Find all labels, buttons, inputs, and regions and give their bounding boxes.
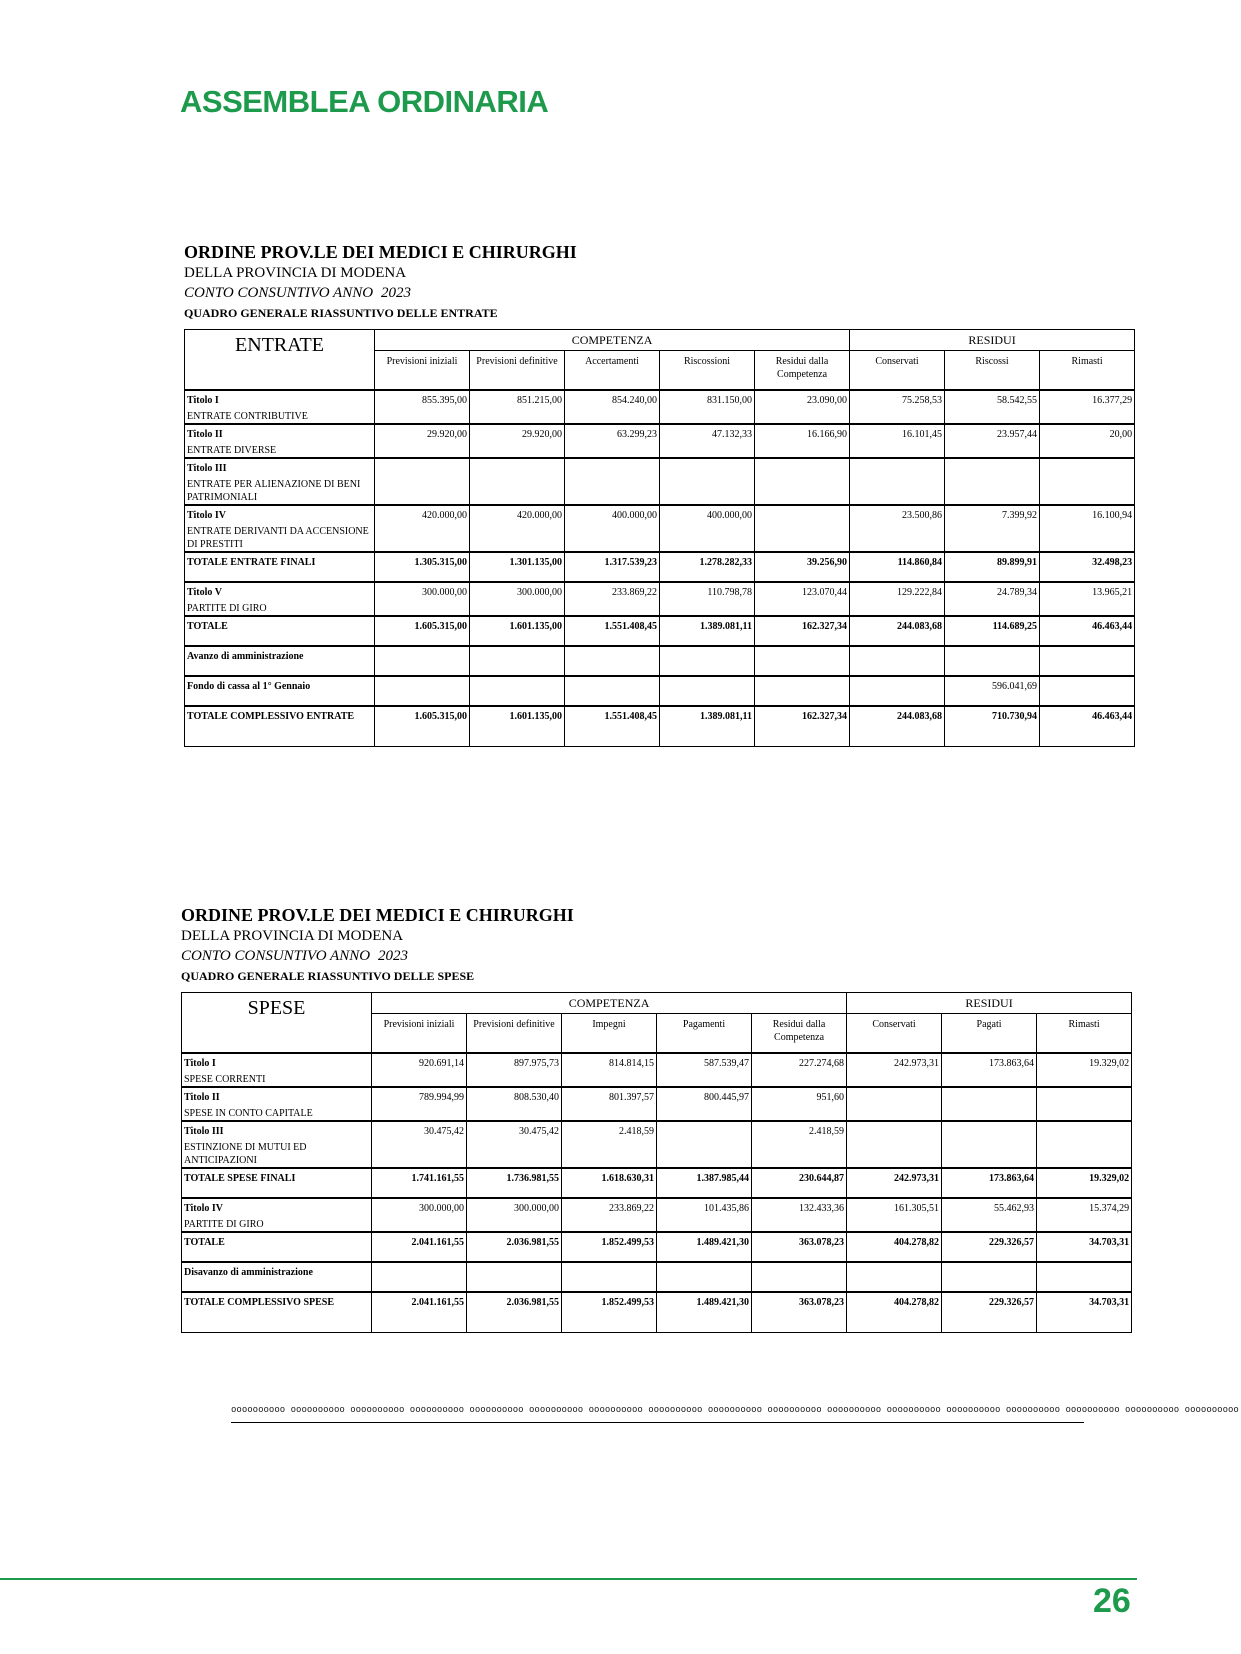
- value-cell: 420.000,00: [375, 505, 470, 552]
- row-title: TOTALE: [187, 621, 228, 632]
- value-cell: [470, 676, 565, 706]
- value-cell: 596.041,69: [945, 676, 1040, 706]
- dotted-separator: oooooooooo oooooooooo oooooooooo oooooooooo oooooooooo oooooooooo oooooooooo oooooooooo oooooooooo oooooooooo oooooooooo oooooooooo oooooooooo oooooooooo oooooooooo oooooooooo oooooooooo: [231, 1405, 1239, 1415]
- value-cell: 1.618.630,31: [562, 1168, 657, 1198]
- row-description: SPESE IN CONTO CAPITALE: [184, 1108, 313, 1119]
- main-header: SPESE: [182, 993, 372, 1054]
- entrate-body: [185, 330, 1135, 747]
- spese-body: [182, 993, 1132, 1333]
- value-cell: [850, 676, 945, 706]
- page-number: 26: [1093, 1582, 1131, 1620]
- row-title: Titolo I: [184, 1058, 216, 1069]
- table-row: [182, 1053, 1132, 1087]
- value-cell: [1040, 676, 1135, 706]
- value-cell: 2.041.161,55: [372, 1292, 467, 1332]
- value-cell: 173.863,64: [942, 1168, 1037, 1198]
- value-cell: 29.920,00: [470, 424, 565, 458]
- entrate-province: DELLA PROVINCIA DI MODENA: [184, 265, 407, 281]
- row-label: [185, 616, 375, 646]
- value-cell: 1.551.408,45: [565, 616, 660, 646]
- row-title: Titolo I: [187, 395, 219, 406]
- row-title: Titolo III: [187, 463, 227, 474]
- column-header: Rimasti: [1037, 1014, 1132, 1054]
- value-cell: [850, 458, 945, 505]
- row-title: TOTALE SPESE FINALI: [184, 1173, 296, 1184]
- value-cell: 34.703,31: [1037, 1232, 1132, 1262]
- value-cell: 404.278,82: [847, 1292, 942, 1332]
- value-cell: [942, 1087, 1037, 1121]
- value-cell: 363.078,23: [752, 1232, 847, 1262]
- value-cell: 1.601.135,00: [470, 706, 565, 746]
- value-cell: 1.278.282,33: [660, 552, 755, 582]
- row-label: [182, 1121, 372, 1168]
- value-cell: 587.539,47: [657, 1053, 752, 1087]
- row-description: ESTINZIONE DI MUTUI ED ANTICIPAZIONI: [184, 1142, 307, 1166]
- spese-quadro-title: QUADRO GENERALE RIASSUNTIVO DELLE SPESE: [181, 969, 475, 983]
- value-cell: [942, 1121, 1037, 1168]
- value-cell: [847, 1121, 942, 1168]
- row-description: ENTRATE DERIVANTI DA ACCENSIONE DI PRESTITI: [187, 526, 369, 550]
- spese-table: [181, 992, 1132, 1333]
- column-header: Pagamenti: [657, 1014, 752, 1054]
- value-cell: 1.301.135,00: [470, 552, 565, 582]
- value-cell: 1.605.315,00: [375, 616, 470, 646]
- row-title: TOTALE COMPLESSIVO SPESE: [184, 1297, 335, 1308]
- column-header: Residui dalla Competenza: [755, 351, 850, 391]
- value-cell: [1037, 1121, 1132, 1168]
- value-cell: 19.329,02: [1037, 1053, 1132, 1087]
- competenza-header: COMPETENZA: [375, 330, 850, 351]
- table-row: [182, 1168, 1132, 1198]
- row-label: [185, 582, 375, 616]
- page-title: ASSEMBLEA ORDINARIA: [180, 84, 549, 119]
- value-cell: 1.389.081,11: [660, 706, 755, 746]
- value-cell: [657, 1121, 752, 1168]
- value-cell: 110.798,78: [660, 582, 755, 616]
- row-title: Titolo II: [187, 429, 223, 440]
- value-cell: 1.852.499,53: [562, 1292, 657, 1332]
- value-cell: 855.395,00: [375, 390, 470, 424]
- value-cell: [565, 676, 660, 706]
- row-label: [185, 424, 375, 458]
- value-cell: 129.222,84: [850, 582, 945, 616]
- value-cell: 244.083,68: [850, 616, 945, 646]
- row-title: Avanzo di amministrazione: [187, 651, 304, 662]
- column-header: Conservati: [847, 1014, 942, 1054]
- value-cell: 800.445,97: [657, 1087, 752, 1121]
- value-cell: 101.435,86: [657, 1198, 752, 1232]
- value-cell: 242.973,31: [847, 1053, 942, 1087]
- value-cell: 46.463,44: [1040, 616, 1135, 646]
- value-cell: 244.083,68: [850, 706, 945, 746]
- value-cell: 229.326,57: [942, 1292, 1037, 1332]
- value-cell: [660, 458, 755, 505]
- value-cell: 710.730,94: [945, 706, 1040, 746]
- value-cell: 1.741.161,55: [372, 1168, 467, 1198]
- value-cell: 19.329,02: [1037, 1168, 1132, 1198]
- row-title: Titolo V: [187, 587, 222, 598]
- value-cell: [1037, 1087, 1132, 1121]
- spese-org-title: ORDINE PROV.LE DEI MEDICI E CHIRURGHI: [181, 905, 574, 925]
- value-cell: 400.000,00: [565, 505, 660, 552]
- row-label: [185, 676, 375, 706]
- header-row: [185, 330, 1135, 351]
- value-cell: 16.100,94: [1040, 505, 1135, 552]
- table-row: [182, 1232, 1132, 1262]
- value-cell: 7.399,92: [945, 505, 1040, 552]
- row-description: PARTITE DI GIRO: [184, 1219, 264, 1230]
- row-label: [185, 390, 375, 424]
- value-cell: [470, 646, 565, 676]
- residui-header: RESIDUI: [847, 993, 1132, 1014]
- value-cell: 2.041.161,55: [372, 1232, 467, 1262]
- value-cell: 47.132,33: [660, 424, 755, 458]
- column-header: Rimasti: [1040, 351, 1135, 391]
- value-cell: [755, 505, 850, 552]
- value-cell: 30.475,42: [467, 1121, 562, 1168]
- value-cell: 233.869,22: [562, 1198, 657, 1232]
- table-row: [185, 390, 1135, 424]
- value-cell: 16.101,45: [850, 424, 945, 458]
- value-cell: [660, 676, 755, 706]
- row-label: [185, 458, 375, 505]
- row-label: [185, 646, 375, 676]
- spese-section: [181, 905, 1131, 1333]
- column-header: Previsioni iniziali: [372, 1014, 467, 1054]
- value-cell: 801.397,57: [562, 1087, 657, 1121]
- value-cell: 173.863,64: [942, 1053, 1037, 1087]
- value-cell: 1.489.421,30: [657, 1232, 752, 1262]
- value-cell: 1.389.081,11: [660, 616, 755, 646]
- row-title: Disavanzo di amministrazione: [184, 1267, 313, 1278]
- spese-conto-line: [181, 946, 1131, 967]
- column-header: Riscossioni: [660, 351, 755, 391]
- footer-rule: [0, 1578, 1137, 1580]
- table-row: [182, 1198, 1132, 1232]
- value-cell: [847, 1262, 942, 1292]
- row-title: Fondo di cassa al 1° Gennaio: [187, 681, 311, 692]
- column-header: Previsioni definitive: [470, 351, 565, 391]
- value-cell: [847, 1087, 942, 1121]
- column-header: Pagati: [942, 1014, 1037, 1054]
- column-header: Residui dalla Competenza: [752, 1014, 847, 1054]
- value-cell: 2.036.981,55: [467, 1232, 562, 1262]
- value-cell: 300.000,00: [372, 1198, 467, 1232]
- value-cell: 123.070,44: [755, 582, 850, 616]
- value-cell: 162.327,34: [755, 616, 850, 646]
- entrate-quadro-title: QUADRO GENERALE RIASSUNTIVO DELLE ENTRATE: [184, 306, 498, 320]
- separator-rule: [231, 1422, 1084, 1423]
- value-cell: 242.973,31: [847, 1168, 942, 1198]
- row-label: [185, 706, 375, 746]
- value-cell: 23.957,44: [945, 424, 1040, 458]
- value-cell: [375, 646, 470, 676]
- row-description: PARTITE DI GIRO: [187, 603, 267, 614]
- value-cell: 55.462,93: [942, 1198, 1037, 1232]
- row-label: [182, 1053, 372, 1087]
- value-cell: [1037, 1262, 1132, 1292]
- value-cell: 814.814,15: [562, 1053, 657, 1087]
- value-cell: [850, 646, 945, 676]
- table-row: [185, 505, 1135, 552]
- value-cell: 233.869,22: [565, 582, 660, 616]
- value-cell: 114.860,84: [850, 552, 945, 582]
- value-cell: 851.215,00: [470, 390, 565, 424]
- value-cell: [1040, 646, 1135, 676]
- value-cell: 1.601.135,00: [470, 616, 565, 646]
- entrate-conto-label: CONTO CONSUNTIVO ANNO: [184, 285, 374, 301]
- row-label: [182, 1087, 372, 1121]
- table-row: [185, 706, 1135, 746]
- value-cell: [1040, 458, 1135, 505]
- value-cell: 920.691,14: [372, 1053, 467, 1087]
- value-cell: 75.258,53: [850, 390, 945, 424]
- value-cell: 132.433,36: [752, 1198, 847, 1232]
- table-row: [185, 552, 1135, 582]
- entrate-org-title: ORDINE PROV.LE DEI MEDICI E CHIRURGHI: [184, 242, 577, 262]
- value-cell: [565, 458, 660, 505]
- table-row: [182, 1087, 1132, 1121]
- column-header: Conservati: [850, 351, 945, 391]
- value-cell: 404.278,82: [847, 1232, 942, 1262]
- value-cell: 363.078,23: [752, 1292, 847, 1332]
- value-cell: 1.551.408,45: [565, 706, 660, 746]
- row-description: ENTRATE CONTRIBUTIVE: [187, 411, 308, 422]
- value-cell: 161.305,51: [847, 1198, 942, 1232]
- table-row: [185, 616, 1135, 646]
- value-cell: 1.489.421,30: [657, 1292, 752, 1332]
- value-cell: [565, 646, 660, 676]
- value-cell: 229.326,57: [942, 1232, 1037, 1262]
- value-cell: 897.975,73: [467, 1053, 562, 1087]
- row-label: [185, 552, 375, 582]
- value-cell: 46.463,44: [1040, 706, 1135, 746]
- column-header: Previsioni definitive: [467, 1014, 562, 1054]
- value-cell: 831.150,00: [660, 390, 755, 424]
- row-label: [182, 1292, 372, 1332]
- value-cell: [467, 1262, 562, 1292]
- spese-province: DELLA PROVINCIA DI MODENA: [181, 928, 404, 944]
- value-cell: 23.090,00: [755, 390, 850, 424]
- table-row: [185, 646, 1135, 676]
- row-description: ENTRATE DIVERSE: [187, 445, 277, 456]
- value-cell: [375, 676, 470, 706]
- competenza-header: COMPETENZA: [372, 993, 847, 1014]
- value-cell: 15.374,29: [1037, 1198, 1132, 1232]
- table-row: [185, 582, 1135, 616]
- value-cell: 2.418,59: [562, 1121, 657, 1168]
- value-cell: 114.689,25: [945, 616, 1040, 646]
- value-cell: 400.000,00: [660, 505, 755, 552]
- value-cell: 13.965,21: [1040, 582, 1135, 616]
- row-description: SPESE CORRENTI: [184, 1074, 266, 1085]
- value-cell: 16.166,90: [755, 424, 850, 458]
- row-title: TOTALE ENTRATE FINALI: [187, 557, 316, 568]
- table-row: [185, 424, 1135, 458]
- row-label: [182, 1262, 372, 1292]
- value-cell: [755, 458, 850, 505]
- value-cell: 300.000,00: [470, 582, 565, 616]
- value-cell: [755, 676, 850, 706]
- value-cell: 23.500,86: [850, 505, 945, 552]
- value-cell: 230.644,87: [752, 1168, 847, 1198]
- row-title: Titolo IV: [187, 510, 226, 521]
- value-cell: 300.000,00: [467, 1198, 562, 1232]
- value-cell: 2.036.981,55: [467, 1292, 562, 1332]
- table-row: [182, 1292, 1132, 1332]
- value-cell: [375, 458, 470, 505]
- value-cell: 16.377,29: [1040, 390, 1135, 424]
- value-cell: 32.498,23: [1040, 552, 1135, 582]
- value-cell: 162.327,34: [755, 706, 850, 746]
- main-header: ENTRATE: [185, 330, 375, 391]
- value-cell: [657, 1262, 752, 1292]
- row-label: [182, 1168, 372, 1198]
- value-cell: 63.299,23: [565, 424, 660, 458]
- value-cell: 34.703,31: [1037, 1292, 1132, 1332]
- row-title: Titolo IV: [184, 1203, 223, 1214]
- value-cell: [755, 646, 850, 676]
- row-label: [182, 1198, 372, 1232]
- value-cell: [942, 1262, 1037, 1292]
- table-row: [185, 458, 1135, 505]
- value-cell: 1.305.315,00: [375, 552, 470, 582]
- value-cell: 1.387.985,44: [657, 1168, 752, 1198]
- entrate-conto-line: [184, 283, 1134, 304]
- value-cell: [470, 458, 565, 505]
- value-cell: 789.994,99: [372, 1087, 467, 1121]
- value-cell: 854.240,00: [565, 390, 660, 424]
- spese-year: 2023: [378, 948, 409, 964]
- value-cell: [945, 646, 1040, 676]
- value-cell: 89.899,91: [945, 552, 1040, 582]
- residui-header: RESIDUI: [850, 330, 1135, 351]
- table-row: [185, 676, 1135, 706]
- value-cell: 30.475,42: [372, 1121, 467, 1168]
- row-title: TOTALE: [184, 1237, 225, 1248]
- value-cell: 20,00: [1040, 424, 1135, 458]
- column-header: Impegni: [562, 1014, 657, 1054]
- value-cell: 227.274,68: [752, 1053, 847, 1087]
- value-cell: 300.000,00: [375, 582, 470, 616]
- row-title: TOTALE COMPLESSIVO ENTRATE: [187, 711, 355, 722]
- entrate-table: [184, 329, 1135, 747]
- value-cell: 24.789,34: [945, 582, 1040, 616]
- entrate-section: [184, 242, 1134, 747]
- value-cell: 1.317.539,23: [565, 552, 660, 582]
- value-cell: 951,60: [752, 1087, 847, 1121]
- value-cell: 808.530,40: [467, 1087, 562, 1121]
- row-description: ENTRATE PER ALIENAZIONE DI BENI PATRIMONIALI: [187, 479, 361, 503]
- row-label: [182, 1232, 372, 1262]
- value-cell: 29.920,00: [375, 424, 470, 458]
- value-cell: [562, 1262, 657, 1292]
- value-cell: [945, 458, 1040, 505]
- spese-conto-label: CONTO CONSUNTIVO ANNO: [181, 948, 371, 964]
- value-cell: 1.736.981,55: [467, 1168, 562, 1198]
- header-row: [182, 993, 1132, 1014]
- value-cell: 420.000,00: [470, 505, 565, 552]
- entrate-year: 2023: [381, 285, 412, 301]
- value-cell: 1.852.499,53: [562, 1232, 657, 1262]
- value-cell: 1.605.315,00: [375, 706, 470, 746]
- table-row: [182, 1262, 1132, 1292]
- column-header: Accertamenti: [565, 351, 660, 391]
- value-cell: 2.418,59: [752, 1121, 847, 1168]
- table-row: [182, 1121, 1132, 1168]
- value-cell: [660, 646, 755, 676]
- row-title: Titolo III: [184, 1126, 224, 1137]
- row-title: Titolo II: [184, 1092, 220, 1103]
- column-header: Previsioni iniziali: [375, 351, 470, 391]
- value-cell: [752, 1262, 847, 1292]
- value-cell: 58.542,55: [945, 390, 1040, 424]
- row-label: [185, 505, 375, 552]
- value-cell: [372, 1262, 467, 1292]
- column-header: Riscossi: [945, 351, 1040, 391]
- value-cell: 39.256,90: [755, 552, 850, 582]
